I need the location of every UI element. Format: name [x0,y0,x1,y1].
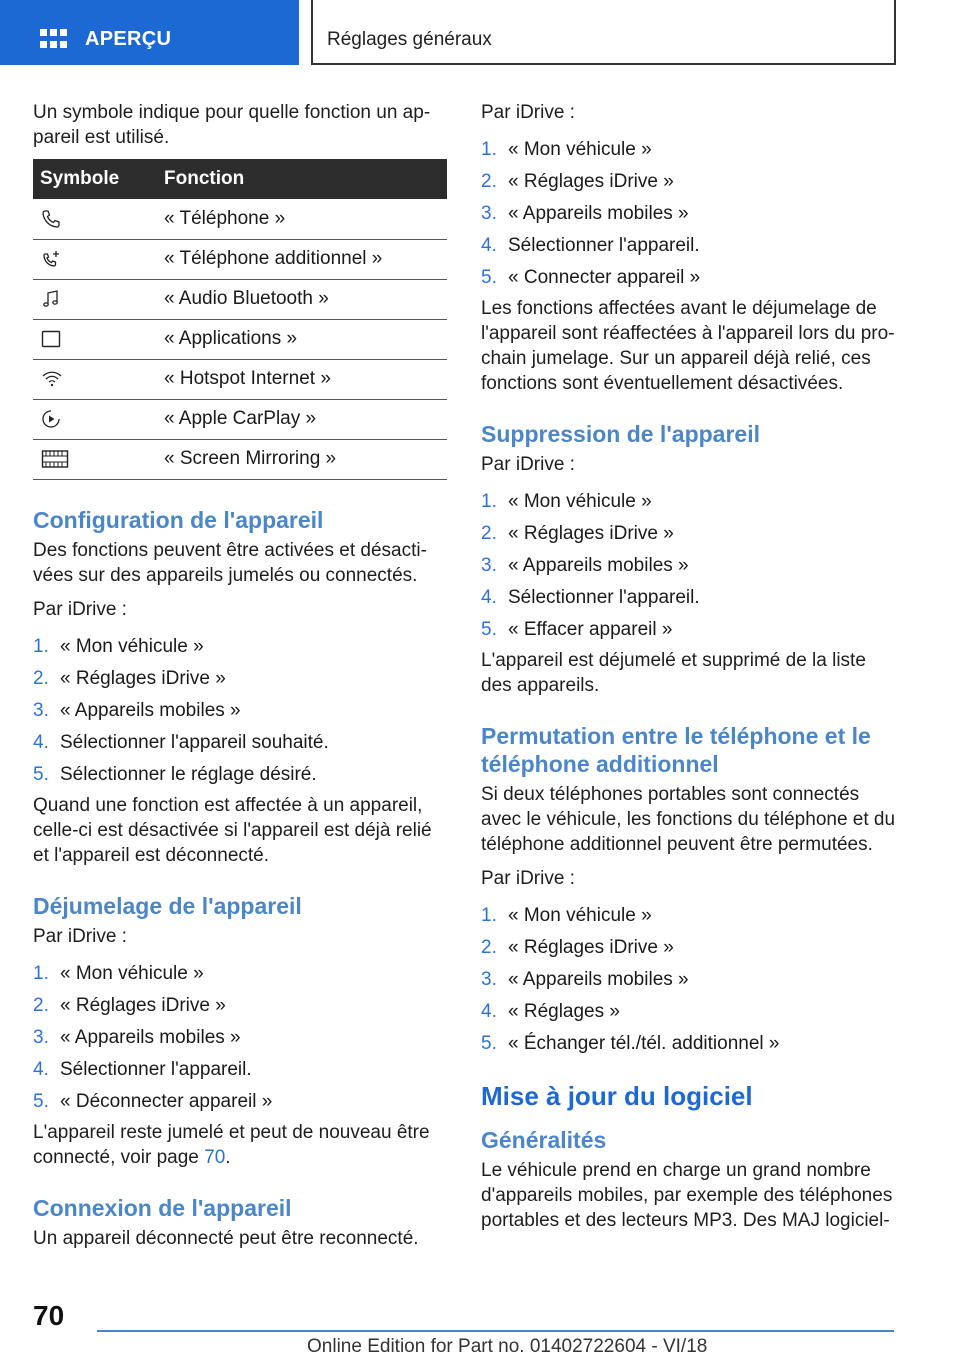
table-row [33,319,447,359]
config-steps [33,631,447,791]
overview-tab[interactable] [0,0,299,65]
table-row [33,199,447,239]
page-link[interactable]: 70 [204,1146,226,1168]
function-label: « Hotspot Internet » [164,359,447,399]
connect-steps [481,134,901,294]
delete-after: L'appareil est déjumelé et supprimé de la liste des appareils. [481,650,866,696]
config-pre: Par iDrive : [33,598,127,620]
update-text: Le véhicule prend en charge un grand nombre d'appareils mobiles, par exemple des téléphones portables et des lecteurs MP3. Des MAJ logiciel- [481,1160,893,1231]
list-item: 2. « Réglages iDrive » [33,667,226,689]
list-item: 3. « Appareils mobiles » [481,969,689,990]
list-item: 2. « Réglages iDrive » [481,937,674,958]
connect-pre: Par iDrive : [481,102,575,123]
list-item: 2. « Réglages iDrive » [481,171,674,192]
function-label: « Screen Mirroring » [164,439,447,479]
list-item: 5. Sélectionner le réglage désiré. [33,763,317,785]
connect-after: Les fonctions affectées avant le déjumelage de l'appareil sont réaffectées à l'appareil lors du pro-chain jumelage. Sur un appareil déjà relié, ces fonctions sont éventuellement désactivées. [481,298,895,394]
additional-phone-icon [41,249,61,269]
overview-label: APERÇU [85,28,172,50]
footer-divider [97,1330,894,1332]
connect-text: Un appareil déconnecté peut être reconnecté. [33,1227,419,1249]
page-number: 70 [33,1300,65,1331]
phone-icon [41,209,61,229]
table-intro: Un symbole indique pour quelle fonction un ap-pareil est utilisé. [33,102,431,148]
list-item: 4. « Réglages » [481,1001,620,1022]
config-heading: Configuration de l'appareil [33,506,324,533]
config-text: Des fonctions peuvent être activées et désacti-vées sur des appareils jumelés ou connectés. [33,539,427,586]
update-heading: Mise à jour du logiciel [481,1081,753,1111]
column-header-function: Fonction [164,159,447,199]
swap-text: Si deux téléphones portables sont connectés avec le véhicule, les fonctions du téléphone et du téléphone additionnel peuvent être permutées. [481,784,896,855]
app-square-icon [41,329,61,349]
delete-heading: Suppression de l'appareil [481,421,760,447]
general-subheading: Généralités [481,1127,607,1153]
table-row [33,279,447,319]
function-label: « Téléphone additionnel » [164,239,447,279]
grid-icon [40,29,67,49]
config-after: Quand une fonction est affectée à un appareil, celle-ci est désactivée si l'appareil est déjà relié et l'appareil est déconnecté. [33,794,432,866]
unpair-pre: Par iDrive : [33,925,127,947]
unpair-after: L'appareil reste jumelé et peut de nouveau être connecté, voir page 70. [33,1121,430,1168]
list-item: 4. Sélectionner l'appareil souhaité. [33,731,329,753]
list-item: 5. « Déconnecter appareil » [33,1090,273,1112]
list-item: 1. « Mon véhicule » [33,635,204,657]
list-item: 1. « Mon véhicule » [481,491,652,512]
function-label: « Audio Bluetooth » [164,279,447,319]
screen-mirroring-icon [41,449,69,469]
list-item: 4. Sélectionner l'appareil. [33,1058,252,1080]
unpair-heading: Déjumelage de l'appareil [33,892,302,919]
column-header-symbol: Symbole [33,159,164,199]
section-title: Réglages généraux [327,29,492,50]
list-item: 1. « Mon véhicule » [481,905,652,926]
edition-text: Online Edition for Part no. 01402722604 - VI/18 [307,1336,708,1357]
list-item: 3. « Appareils mobiles » [481,555,689,576]
function-label: « Applications » [164,319,447,359]
list-item: 2. « Réglages iDrive » [33,994,226,1016]
connect-heading: Connexion de l'appareil [33,1194,292,1221]
section-title-box [311,0,896,65]
table-header-row [33,159,447,199]
list-item: 2. « Réglages iDrive » [481,523,674,544]
list-item: 5. « Connecter appareil » [481,267,701,288]
list-item: 1. « Mon véhicule » [481,139,652,160]
symbol-table [33,159,447,480]
page-header [0,0,960,68]
right-column [481,100,901,1242]
list-item: 5. « Effacer appareil » [481,619,673,640]
swap-steps [481,900,901,1060]
table-row [33,399,447,439]
list-item: 4. Sélectionner l'appareil. [481,235,700,256]
left-column [33,100,447,1260]
table-row [33,439,447,479]
unpair-steps [33,958,447,1118]
function-label: « Apple CarPlay » [164,399,447,439]
list-item: 4. Sélectionner l'appareil. [481,587,700,608]
list-item: 3. « Appareils mobiles » [33,699,241,721]
table-row [33,239,447,279]
list-item: 3. « Appareils mobiles » [481,203,689,224]
wifi-hotspot-icon [41,369,63,389]
list-item: 5. « Échanger tél./tél. additionnel » [481,1033,780,1054]
table-row [33,359,447,399]
swap-pre: Par iDrive : [481,868,575,889]
delete-pre: Par iDrive : [481,454,575,475]
function-label: « Téléphone » [164,199,447,239]
swap-heading: Permutation entre le téléphone et le téléphone additionnel [481,723,871,777]
list-item: 3. « Appareils mobiles » [33,1026,241,1048]
carplay-icon [41,409,61,429]
music-note-icon [41,289,61,309]
list-item: 1. « Mon véhicule » [33,962,204,984]
delete-steps [481,486,901,646]
